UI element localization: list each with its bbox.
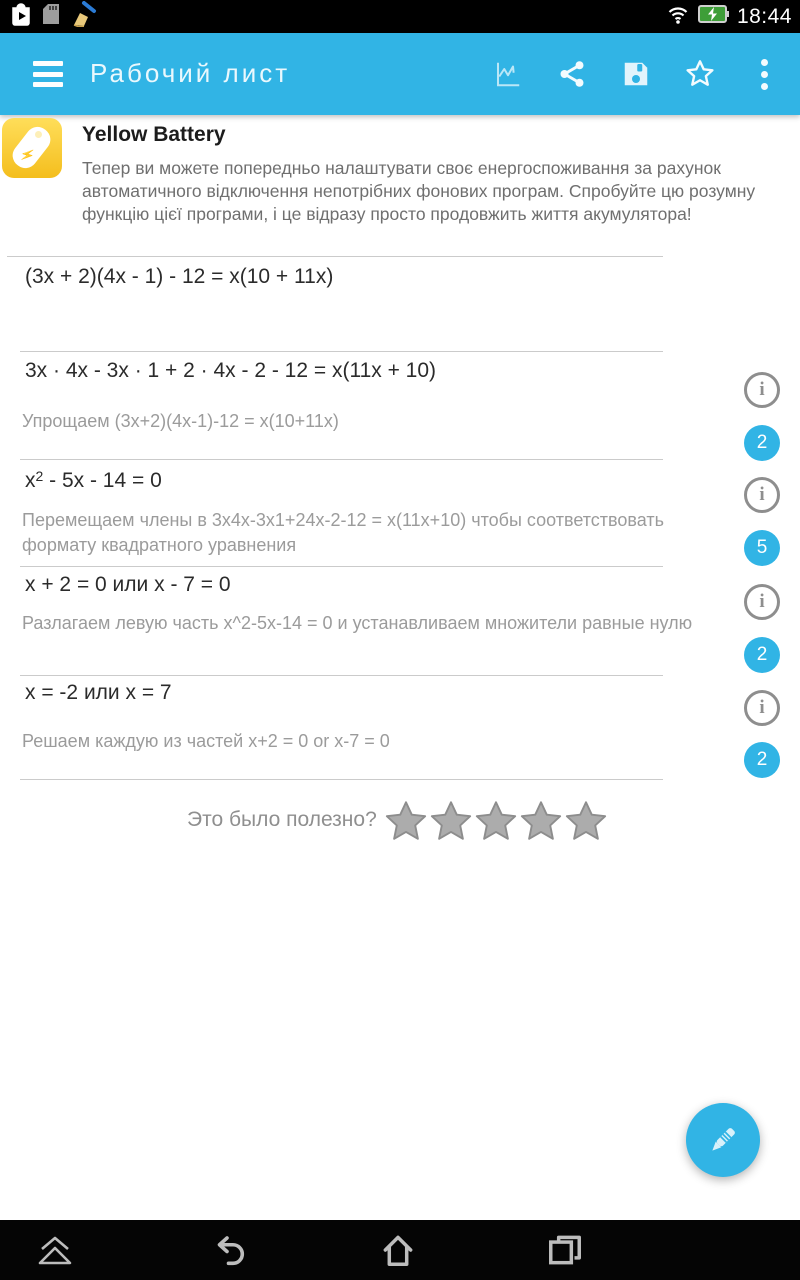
star-icon[interactable] [682,56,718,92]
step-count-badge[interactable]: 2 [744,742,780,778]
status-notification-icons [10,0,98,33]
rating-star-icon[interactable] [563,796,609,846]
edit-fab-button[interactable] [686,1103,760,1177]
star-rating [383,796,608,846]
rating-star-icon[interactable] [383,796,429,846]
recents-icon[interactable] [535,1228,595,1272]
overflow-icon[interactable] [746,56,782,92]
divider [20,779,663,780]
share-icon[interactable] [554,56,590,92]
rating-row [0,796,800,852]
sd-card-icon [42,3,60,30]
home-icon[interactable] [368,1228,428,1272]
ad-description: Тепер ви можете попередньо налаштувати своє енергоспоживання за рахунок автоматичного відключення непотрібних фонових програм. Спробуйте цю розумну функцію цієї програми, і це відразу просто продовжить життя акумулятора! [82,158,756,224]
status-system-icons [665,0,792,33]
divider [20,351,663,352]
app-bar [0,33,800,115]
info-icon[interactable]: i [744,584,780,620]
lightning-bolt-icon: ⚡ [18,145,37,165]
clock: 18:44 [736,4,792,28]
rating-star-icon[interactable] [428,796,474,846]
equation-step-1: (3x + 2)(4x - 1) - 12 = x(10 + 11x) [25,265,334,288]
divider [20,675,663,676]
back-icon[interactable] [200,1228,260,1272]
step-count-badge[interactable]: 5 [744,530,780,566]
navigation-bar [0,1220,800,1280]
step-count-badge[interactable]: 2 [744,425,780,461]
page-title: Рабочий лист [90,58,291,88]
explanation-step-5: Решаем каждую из частей x+2 = 0 or x-7 = 0 [22,731,390,751]
equation-step-4: x + 2 = 0 или x - 7 = 0 [25,573,231,596]
divider [20,566,663,567]
ad-title: Yellow Battery [82,123,226,146]
step-count-badge[interactable]: 2 [744,637,780,673]
explanation-step-3: Перемещаем члены в 3x4x-3x1+24x-2-12 = x(11x+10) чтобы соответствовать формату квадратного уравнения [22,510,664,555]
clean-master-broom-icon [70,1,98,32]
battery-charging-icon [698,4,730,29]
explanation-step-4: Разлагаем левую часть x^2-5x-14 = 0 и устанавливаем множители равные нулю [22,613,693,633]
collapse-icon[interactable] [25,1228,85,1272]
hamburger-icon[interactable] [33,61,63,87]
status-bar [0,0,800,33]
pencil-icon [704,1121,742,1159]
rating-question: Это было полезно? [187,808,377,831]
info-icon[interactable]: i [744,690,780,726]
wifi-icon [665,2,691,31]
info-icon[interactable]: i [744,477,780,513]
equation-step-5: x = -2 или x = 7 [25,681,172,704]
rating-star-icon[interactable] [518,796,564,846]
chart-icon[interactable] [490,56,526,92]
yellow-battery-icon [2,118,62,178]
divider [20,459,663,460]
play-store-icon [10,2,32,31]
rating-star-icon[interactable] [473,796,519,846]
save-icon[interactable] [618,56,654,92]
app-bar-actions [490,51,782,97]
equation-step-2: 3x · 4x - 3x · 1 + 2 · 4x - 2 - 12 = x(11x + 10) [25,359,437,382]
equation-step-3: $x^2 - 5x - 14 = 0$ [25,468,162,492]
info-icon[interactable]: i [744,372,780,408]
explanation-step-2: Упрощаем (3x+2)(4x-1)-12 = x(10+11x) [22,411,339,431]
divider [7,256,663,257]
